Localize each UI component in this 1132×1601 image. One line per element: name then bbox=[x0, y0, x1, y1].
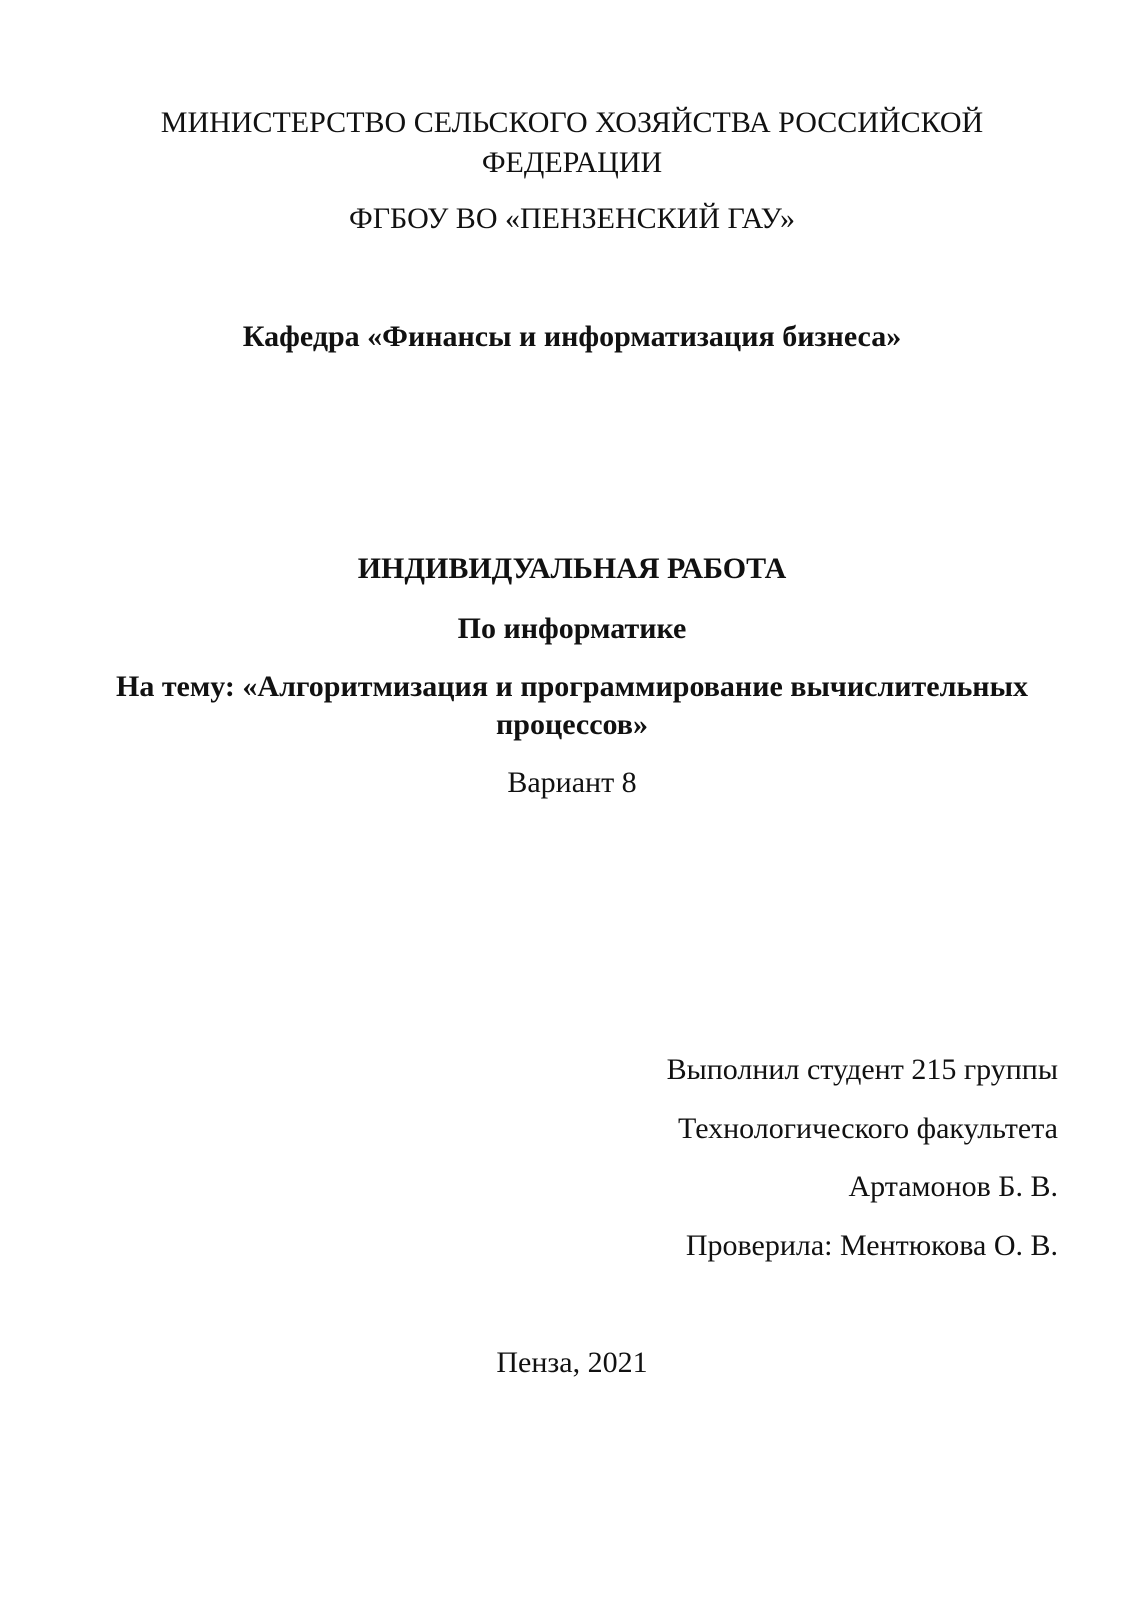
city-year: Пенза, 2021 bbox=[496, 1346, 648, 1379]
student-name: Артамонов Б. В. bbox=[848, 1170, 1058, 1203]
checked-by-line: Проверила: Ментюкова О. В. bbox=[685, 1229, 1058, 1262]
ministry-name-line2: ФЕДЕРАЦИИ bbox=[481, 146, 663, 179]
topic-line1: На тему: «Алгоритмизация и программирование вычислительных bbox=[115, 670, 1029, 703]
university-name: ФГБОУ ВО «ПЕНЗЕНСКИЙ ГАУ» bbox=[349, 202, 795, 235]
subject-line: По информатике bbox=[457, 612, 687, 645]
department-name: Кафедра «Финансы и информатизация бизнеса» bbox=[242, 320, 902, 353]
ministry-name-line1: МИНИСТЕРСТВО СЕЛЬСКОГО ХОЗЯЙСТВА РОССИЙСКОЙ bbox=[160, 106, 984, 139]
faculty-line: Технологического факультета bbox=[678, 1112, 1058, 1145]
performed-by-line: Выполнил студент 215 группы bbox=[666, 1053, 1058, 1086]
work-type-title: ИНДИВИДУАЛЬНАЯ РАБОТА bbox=[357, 552, 787, 585]
variant-label: Вариант 8 bbox=[507, 766, 637, 799]
topic-line2: процессов» bbox=[495, 708, 649, 741]
